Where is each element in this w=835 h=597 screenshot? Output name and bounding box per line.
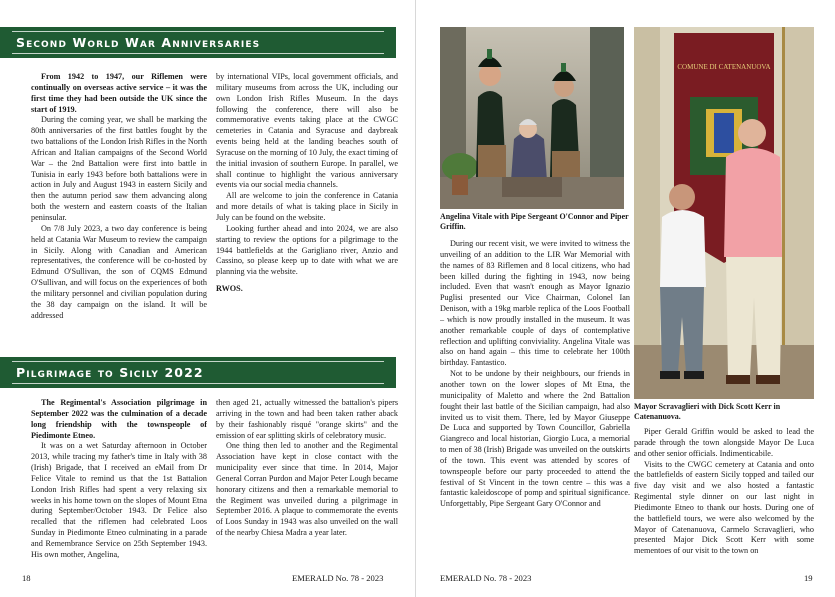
right-col1-paragraph: During our recent visit, we were invited to witness the unveiling of an addition to the LIR War Memorial with the names of 83 Riflemen and 8 local citizens, who had been killed during the fighting in 1943, now being included. Even that wasn't enough as Mayor Ignazio Puglisi presented our Vice Chairman, Colonel Ian Denison, with a 19kg marble replica of the Loos Football – which is now proudly installed in the museum. It was another remarkable couple of days of contemplative reflection and uplifting conviviality. Angelina Vitale was also on hand again – this time to celebrate her 100th birthday. Fantastico. xyxy=(440,239,630,368)
left-page xyxy=(0,0,416,597)
article1-col1-paragraph: During the coming year, we shall be marking the 80th anniversaries of the first battles fought by the two battalions of the London Irish Rifles in the North African and Italian campaigns of the Second World War – the 2nd Battalion were first into battle in Tunisia in early 1943 before both battalions were in action in July and August 1943 in eastern Sicily and then the autumn period saw them advancing along both the western and eastern coasts of the Italian peninsular. xyxy=(31,115,207,222)
photo-mayor-image xyxy=(634,27,814,399)
article2-col1-paragraph: The Regimental's Association pilgrimage in September 2022 was the culmination of a decade long friendship with the townspeople of Piedimonte Etneo. xyxy=(31,398,207,440)
article1-col2-paragraph: by international VIPs, local government officials, and military museums from across the UK, including our own London Irish Rifles Museum. In the days following the conference, there will also be commemorative events taking place at the CWGC cemeteries in Catania and Syracuse and daybreak events being held at the landing beaches south of Syracuse on the morning of 10 July, the exact timing of the initial invasion of southern Europe. In parallel, we shall continue to highlight the various anniversary events via our social media channels. xyxy=(216,72,398,190)
photo-mayor-scravaglieri xyxy=(634,27,814,399)
flag-lettering: COMUNE DI CATENANUOVA xyxy=(677,63,771,71)
banner-rule-top xyxy=(12,361,384,362)
page-number-left: 18 xyxy=(22,573,31,583)
banner-rule-bottom xyxy=(12,383,384,384)
photo-angelina-pipers xyxy=(440,27,624,209)
article1-col1-paragraph: On 7/8 July 2023, a two day conference is being held at Catania War Museum to review the campaign in Sicily. Along with Canadian and American representatives, the conference will be co-hosted by Edmund O'Sullivan, the son of CQMS Edmund O'Sullivan, and will focus on the experiences of both the military personnel and civilian population during the 38 day campaign on the island. It will be addressed xyxy=(31,223,207,320)
banner-rule-top xyxy=(12,31,384,32)
article2-column1 xyxy=(31,398,207,568)
right-col2-paragraph: Piper Gerald Griffin would be asked to lead the parade through the town alongside Mayor De Luca and other senior officials. Indimenticabile. xyxy=(634,427,814,458)
right-col2-paragraph: Visits to the CWGC cemetery at Catania and onto the battlefields of eastern Sicily topped and tailed our five day visit and we also hosted a fantastic Regimental style dinner on our last night in Piedimonte Etneo to thank our hosts. During one of the battlefield tours, we were also welcomed by the Mayor of Catenanuova, Carmelo Scravaglieri, who presented Major Dick Scott Kerr with some mementoes of our visit to the town on xyxy=(634,459,814,556)
right-page xyxy=(416,0,835,597)
footer-right: EMERALD No. 78 - 2023 xyxy=(440,573,532,583)
right-col1-paragraph: Not to be undone by their neighbours, our friends in another town on the lower slopes of Mt Etna, the municipality of Maletto and where the 2nd Battalion fought their last battle of the Sicilian campaign, had also invited us to visit them. There, led by Mayor Giuseppe De Luca and supported by Town Councillor, Gabriella Giangreco and local historian, Giorgio Luca, a memorial to men of 38 (Irish) Brigade was unveiled on the outskirts of the town. This event was attended by scores of townspeople before our party proceeded to attend the festival of St Vincent in the town centre – this was a fantastic kaleidoscope of pomp and spiritual significance. Unforgettably, Pipe Sergeant Gary O'Connor and xyxy=(440,369,630,509)
section-title-pilgrimage: Pilgrimage to Sicily 2022 xyxy=(16,365,204,380)
article1-column1 xyxy=(31,72,207,352)
article2-column2 xyxy=(216,398,398,568)
article1-col2-paragraph: Looking further ahead and into 2024, we are also starting to review the options for a pilgrimage to the 1944 battlefields at the Garigliano river, Anzio and Cassino, so please keep up to date with what we are planning via the website. xyxy=(216,223,398,277)
page-number-right: 19 xyxy=(804,573,813,583)
article2-col2-paragraph: then aged 21, actually witnessed the battalion's pipers arriving in the town and had been taken rather aback by their fashionably risqué "orange skirts" and the emission of ear splitting skirls of celebratory music. xyxy=(216,398,398,440)
photo2-caption: Mayor Scravaglieri with Dick Scott Kerr in Catenanuova. xyxy=(634,402,781,422)
section-banner-pilgrimage xyxy=(0,357,396,388)
right-column1 xyxy=(440,239,630,569)
footer-left: EMERALD No. 78 - 2023 xyxy=(292,573,384,583)
section-title-ww2: Second World War Anniversaries xyxy=(16,35,261,50)
article1-col1-paragraph: From 1942 to 1947, our Riflemen were continually on overseas active service – it was the first time they had been outside the UK since the start of 1919. xyxy=(31,72,207,114)
article1-column2 xyxy=(216,72,398,352)
article1-col2-paragraph: All are welcome to join the conference in Catania and more details of what is taking place in Sicily in July can be found on the website. xyxy=(216,191,398,222)
right-column2 xyxy=(634,427,814,569)
article1-column2-body xyxy=(216,72,398,278)
photo-angelina-pipers-image xyxy=(440,27,624,209)
section-banner-ww2 xyxy=(0,27,396,58)
article2-col1-paragraph: It was on a wet Saturday afternoon in October 2013, while tracing my father's time in Italy with 38 (Irish) Brigade, that I received an eMail from Dr Felice Vitale to remind us that the 1st Battalion London Irish Rifles had spent a very relaxing six weeks in his home town on the slopes of Mount Etna during September/October 1943. Dr Felice also recalled that the riflemen had celebrated Loos Sunday in Piedimonte Etneo culminating in a parade and Remembrance Service on 25th September 1943. His own mother, Angelina, xyxy=(31,441,207,559)
article2-col2-paragraph: One thing then led to another and the Regimental Association have kept in close contact with the municipality ever since that time. In 2014, Major General Corran Purdon and Major Peter Lough became honorary citizens and then a remarkable memorial to the Regiment was unveiled during a pilgrimage in September 2016. A plaque to commemorate the events of Loos Sunday in 1943 was also unveiled on the wall of the nearby Chiesa Madra a year later. xyxy=(216,441,398,538)
banner-rule-bottom xyxy=(12,53,384,54)
photo1-caption: Angelina Vitale with Pipe Sergeant O'Connor and Piper Griffin. xyxy=(440,212,629,232)
article1-signature: RWOS. xyxy=(216,284,243,294)
